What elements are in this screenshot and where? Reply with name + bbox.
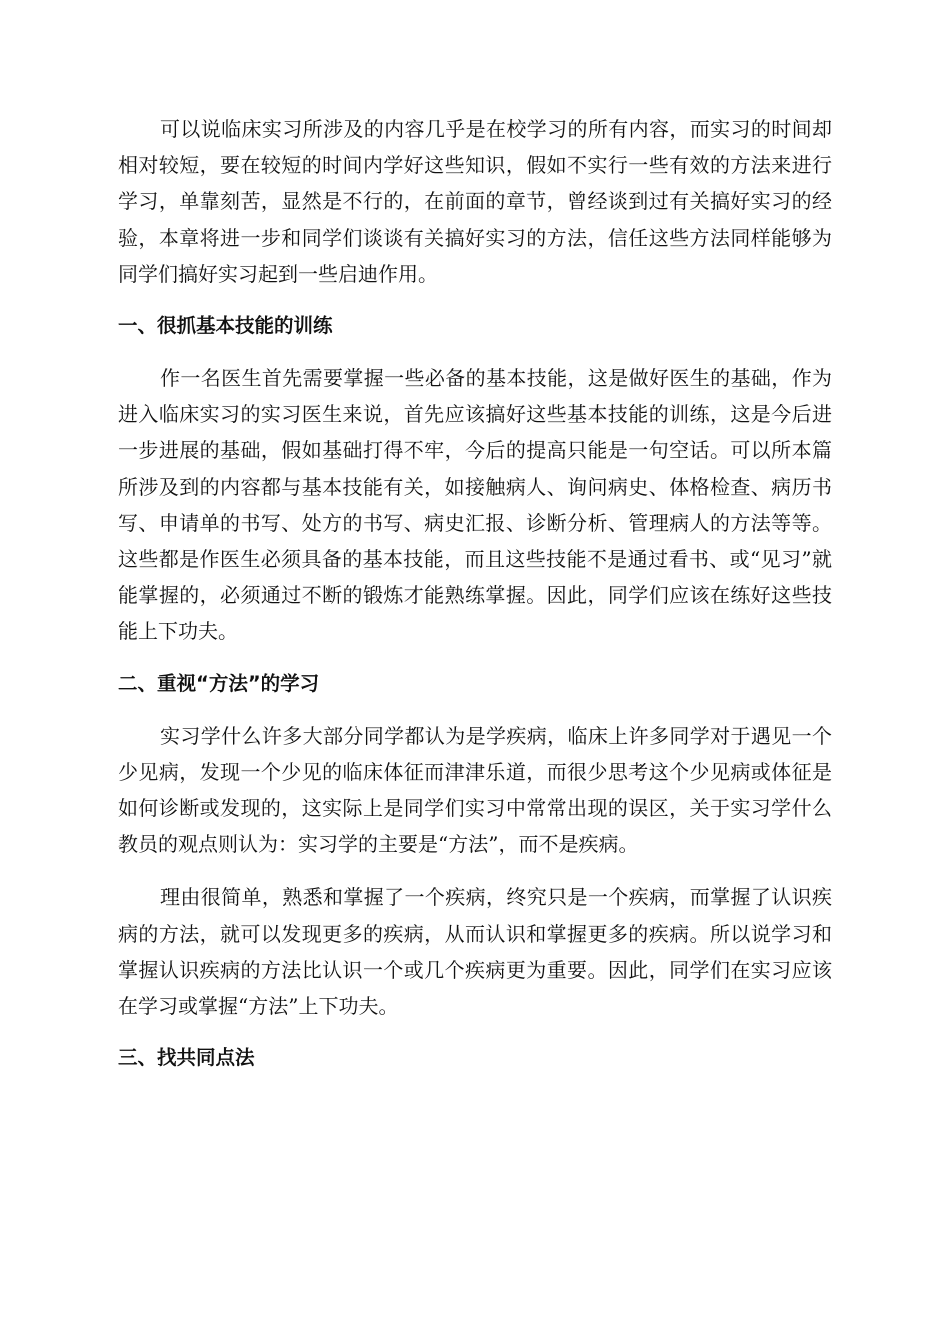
section-heading-1: 一、很抓基本技能的训练 <box>118 314 333 338</box>
section-2-paragraph-1: 实习学什么许多大部分同学都认为是学疾病，临床上许多同学对于遇见一个少见病，发现一个少见的临床体征而津津乐道，而很少思考这个少见病或体征是如何诊断或发现的，这实际上是同学们实习中常常出现的误区，关于实习学什么教员的观点则认为：实习学的主要是“方法”，而不是疾病。 <box>118 723 832 857</box>
section-2-paragraph-2: 理由很简单，熟悉和掌握了一个疾病，终究只是一个疾病，而掌握了认识疾病的方法，就可以发现更多的疾病，从而认识和掌握更多的疾病。所以说学习和掌握认识疾病的方法比认识一个或几个疾病更为重要。因此，同学们在实习应该在学习或掌握“方法”上下功夫。 <box>118 885 832 1019</box>
section-heading-3: 三、找共同点法 <box>118 1046 255 1070</box>
intro-paragraph: 可以说临床实习所涉及的内容几乎是在校学习的所有内容，而实习的时间却相对较短，要在较短的时间内学好这些知识，假如不实行一些有效的方法来进行学习，单靠刻苦，显然是不行的，在前面的章节，曾经谈到过有关搞好实习的经验，本章将进一步和同学们谈谈有关搞好实习的方法，信任这些方法同样能够为同学们搞好实习起到一些启迪作用。 <box>118 117 832 286</box>
section-heading-2: 二、重视“方法”的学习 <box>118 671 320 695</box>
section-1-paragraph: 作一名医生首先需要掌握一些必备的基本技能，这是做好医生的基础，作为进入临床实习的实习医生来说，首先应该搞好这些基本技能的训练，这是今后进一步进展的基础，假如基础打得不牢，今后的提高只能是一句空话。可以所本篇所涉及到的内容都与基本技能有关，如接触病人、询问病史、体格检查、病历书写、申请单的书写、处方的书写、病史汇报、诊断分析、管理病人的方法等等。这些都是作医生必须具备的基本技能，而且这些技能不是通过看书、或“见习”就能掌握的，必须通过不断的锻炼才能熟练掌握。因此，同学们应该在练好这些技能上下功夫。 <box>118 366 832 644</box>
document-page <box>118 111 832 1076</box>
